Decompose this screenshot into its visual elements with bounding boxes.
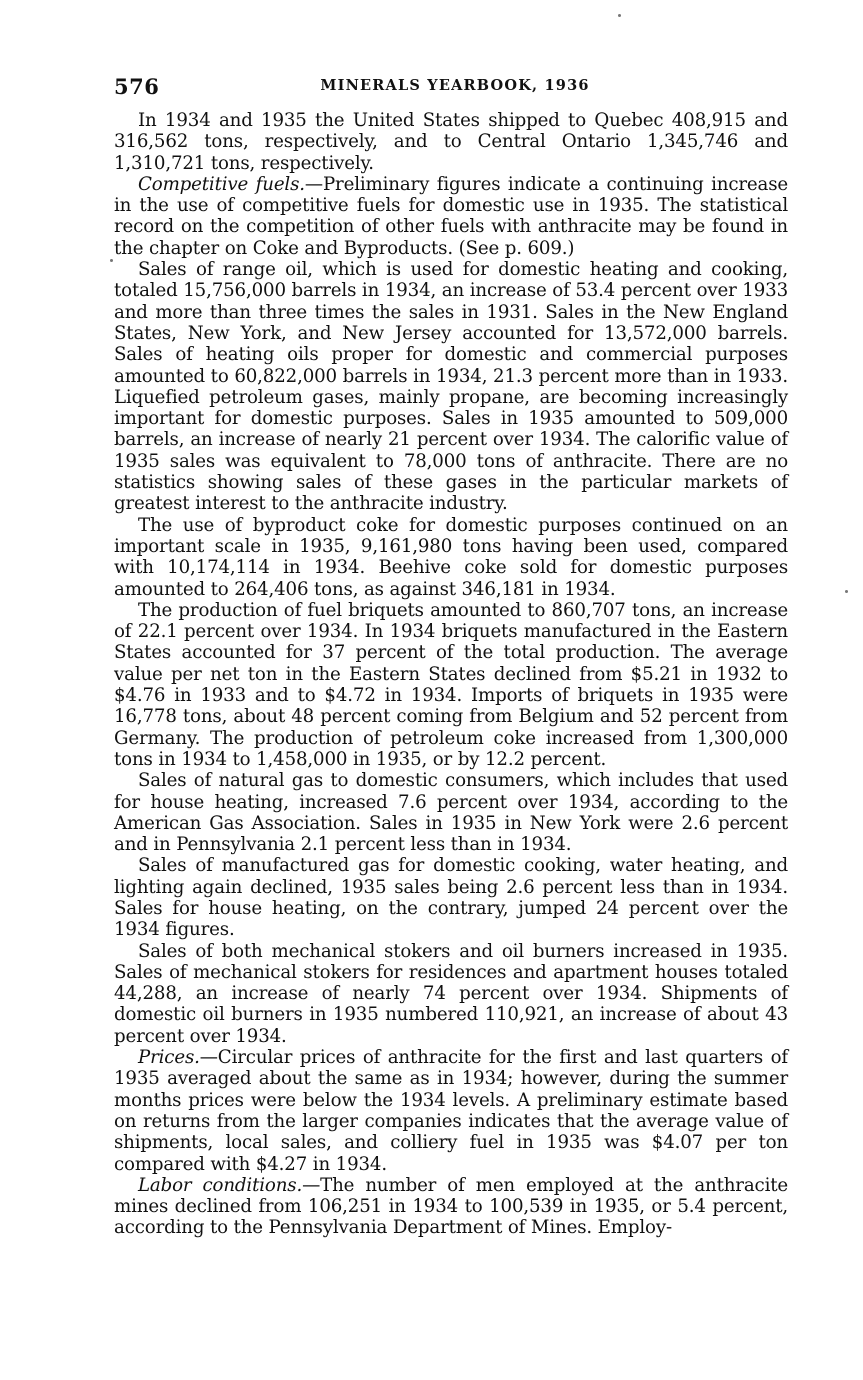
running-title: MINERALS YEARBOOK, 1936 bbox=[320, 77, 590, 94]
page-number: 576 bbox=[114, 74, 160, 99]
run-in-heading: Prices. bbox=[138, 1047, 200, 1069]
run-in-heading: Labor conditions. bbox=[138, 1174, 303, 1196]
scan-speck bbox=[845, 590, 848, 593]
paragraph-text: Sales of range oil, which is used for domestic heating and cooking, totaled 15,756,000 barrels in 1934, an increase of 53.4 percent over 1933 and more than three times the sales in 1931. Sales in the New England States, New York, and New Jersey accounted for 13,572,000 barrels. Sales of heating oils proper for domestic and commercial purposes amounted to 60,822,000 barrels in 1934, 21.3 percent more than in 1933. Liquefied petroleum gases, mainly propane, are becoming increasingly important for domestic purposes. Sales in 1935 amounted to 509,000 barrels, an increase of nearly 21 percent over 1934. The calorific value of 1935 sales was equivalent to 78,000 tons of anthracite. There are no statistics showing sales of these gases in the particular markets of greatest interest to the anthracite industry. bbox=[114, 259, 788, 515]
paragraph-text: —Preliminary figures indicate a continuing increase in the use of competitive fuels for domestic use in 1935. The statistical record on the competition of other fuels with anthracite may be found in the chapter on Coke and Byproducts. (See p. 609.) bbox=[114, 173, 789, 259]
paragraph-text: —Circular prices of anthracite for the first and last quarters of 1935 averaged about the same as in 1934; however, during the summer months prices were below the 1934 levels. A preliminary estimate based on returns from the larger companies indicates that the average value of shipments, local sales, and colliery fuel in 1935 was $4.07 per ton compared with $4.27 in 1934. bbox=[114, 1047, 788, 1175]
scan-speck bbox=[110, 259, 113, 262]
run-in-heading: Competitive fuels. bbox=[138, 173, 305, 195]
paragraph-text: The production of fuel briquets amounted to 860,707 tons, an increase of 22.1 percent over 1934. In 1934 briquets manufactured in the Eastern States accounted for 37 percent of the total production. The average value per net ton in the Eastern States declined from $5.21 in 1932 to $4.76 in 1933 and to $4.72 in 1934. Imports of briquets in 1935 were 16,778 tons, about 48 percent coming from Belgium and 52 percent from Germany. The production of petroleum coke increased from 1,300,000 tons in 1934 to 1,458,000 in 1935, or by 12.2 percent. bbox=[114, 599, 788, 770]
paragraph-text: Sales of both mechanical stokers and oil burners increased in 1935. Sales of mechanical stokers for residences and apartment houses totaled 44,288, an increase of nearly 74 percent over 1934. Shipments of domestic oil burners in 1935 numbered 110,921, an increase of about 43 percent over 1934. bbox=[114, 940, 788, 1047]
paragraph-labor-conditions bbox=[114, 1175, 788, 1239]
paragraph-text: Sales of natural gas to domestic consumers, which includes that used for house heating, increased 7.6 percent over 1934, according to the American Gas Association. Sales in 1935 in New York were 2.6 percent and in Pennsylvania 2.1 percent less than in 1934. bbox=[114, 770, 788, 856]
paragraph-competitive-fuels bbox=[114, 174, 788, 259]
paragraph-fuel-briquets bbox=[114, 600, 788, 770]
paragraph-byproduct-coke bbox=[114, 515, 788, 600]
scan-speck bbox=[618, 14, 621, 17]
body-text bbox=[114, 110, 788, 1239]
paragraph-prices bbox=[114, 1047, 788, 1175]
document-page bbox=[114, 74, 788, 1239]
paragraph-quebec-ontario-shipments bbox=[114, 110, 788, 174]
paragraph-text: The use of byproduct coke for domestic purposes continued on an important scale in 1935, 9,161,980 tons having been used, compared with 10,174,114 in 1934. Beehive coke sold for domestic purposes amounted to 264,406 tons, as against 346,181 in 1934. bbox=[114, 514, 788, 600]
paragraph-text: Sales of manufactured gas for domestic cooking, water heating, and lighting again declined, 1935 sales being 2.6 percent less than in 1934. Sales for house heating, on the contrary, jumped 24 percent over the 1934 figures. bbox=[114, 855, 788, 941]
running-head bbox=[114, 74, 788, 102]
paragraph-manufactured-gas bbox=[114, 855, 788, 940]
paragraph-stokers-oil-burners bbox=[114, 941, 788, 1047]
paragraph-text: —The number of men employed at the anthracite mines declined from 106,251 in 1934 to 100,539 in 1935, or 5.4 percent, according to the Pennsylvania Department of Mines. Employ- bbox=[114, 1174, 789, 1239]
paragraph-natural-gas bbox=[114, 770, 788, 855]
paragraph-range-oil bbox=[114, 259, 788, 515]
paragraph-text: In 1934 and 1935 the United States shipped to Quebec 408,915 and 316,562 tons, respectively, and to Central Ontario 1,345,746 and 1,310,721 tons, respectively. bbox=[114, 110, 788, 174]
